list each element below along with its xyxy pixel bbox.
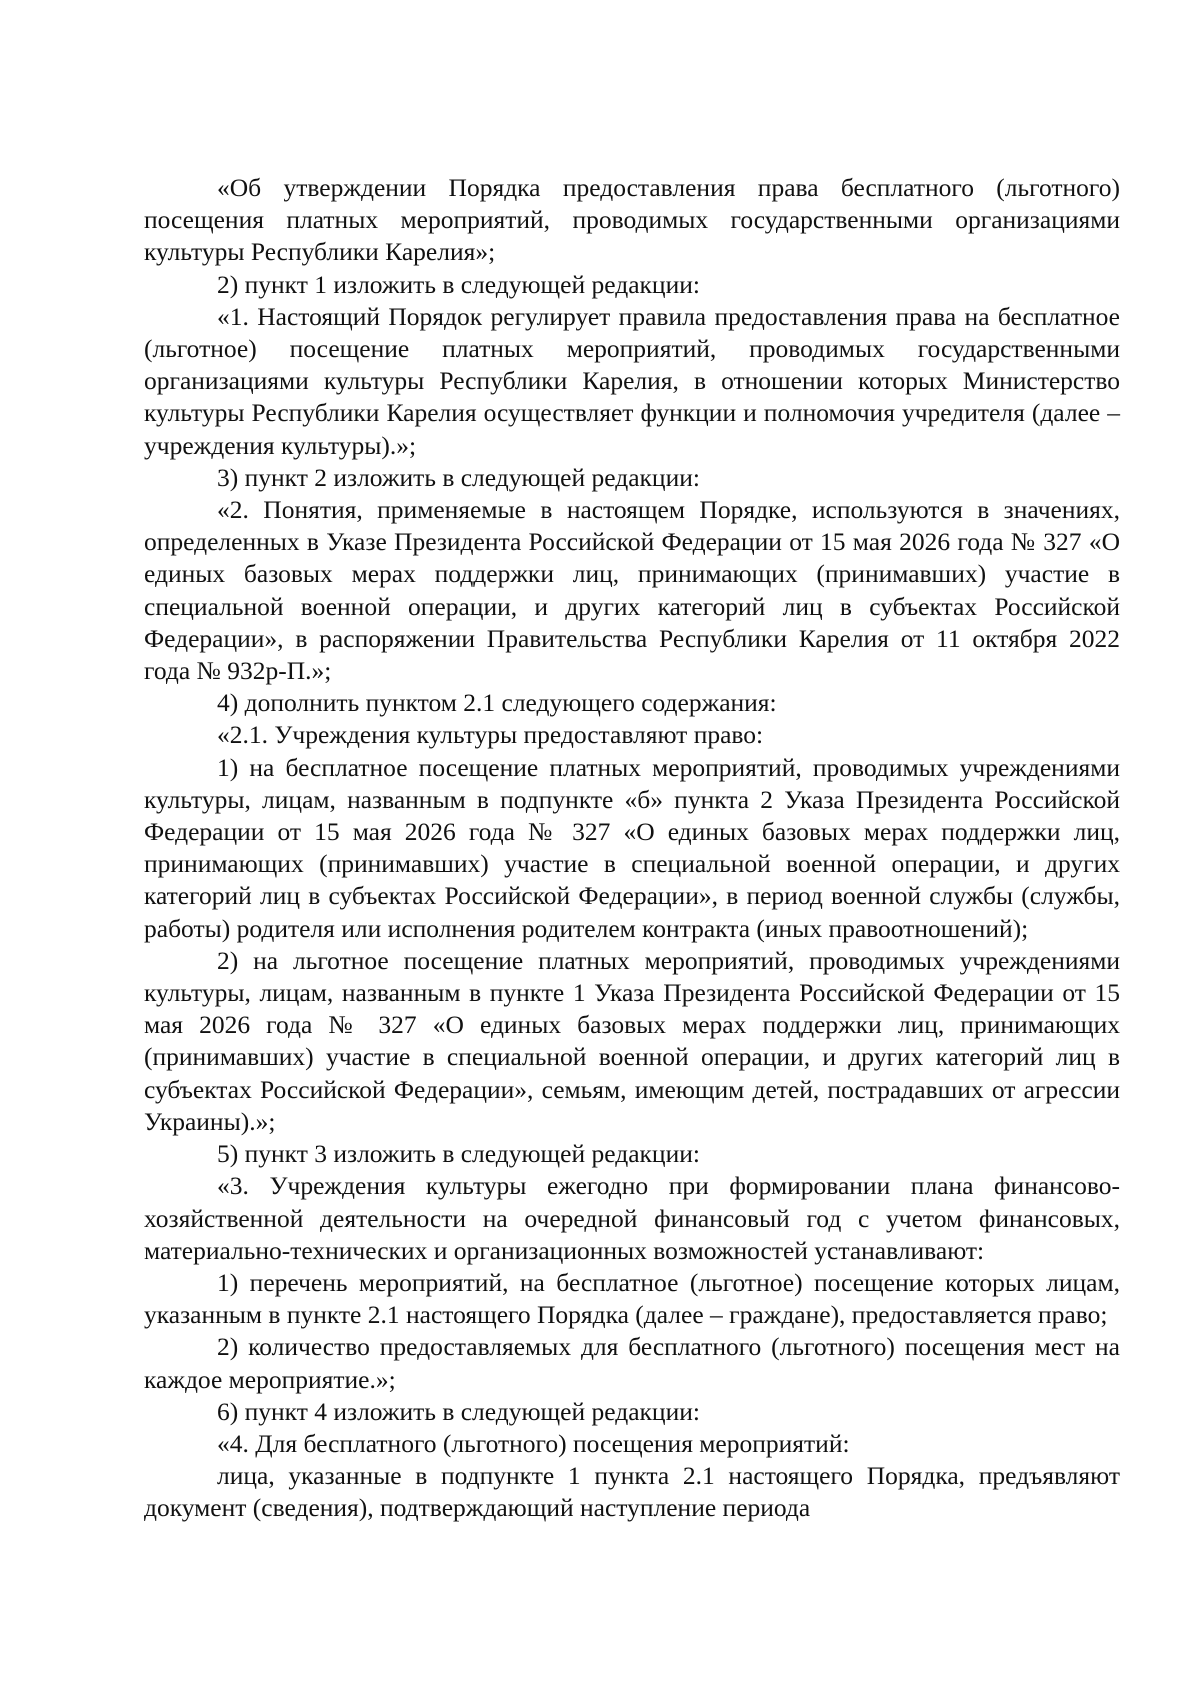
paragraph-item-3: 3) пункт 2 изложить в следующей редакции: bbox=[217, 462, 700, 492]
paragraph-clause-3: «3. Учреждения культуры ежегодно при формировании плана финансово-хозяйственной деятельности на очередной финансовый год с учетом финансовых, материально-технических и организационных возможностей устанавливают: bbox=[144, 1171, 1120, 1265]
paragraph-clause-1: «1. Настоящий Порядок регулирует правила предоставления права на бесплатное (льготное) посещение платных мероприятий, проводимых государственными организациями культуры Республики Карелия, в отношении которых Министерство культуры Республики Карелия осуществляет функции и полномочия учредителя (далее – учреждения культуры).»; bbox=[144, 301, 1120, 460]
paragraph-clause-4-persons: лица, указанные в подпункте 1 пункта 2.1 настоящего Порядка, предъявляют документ (сведения), подтверждающий наступление периода bbox=[144, 1461, 1120, 1523]
paragraph-item-2: 2) пункт 1 изложить в следующей редакции: bbox=[217, 269, 700, 299]
paragraph-clause-2: «2. Понятия, применяемые в настоящем Порядке, используются в значениях, определенных в Указе Президента Российской Федерации от 15 мая 2026 года № 327 «О единых базовых мерах поддержки лиц, принимающих (принимавших) участие в специальной военной операции, и других категорий лиц в субъектах Российской Федерации», в распоряжении Правительства Республики Карелия от 11 октября 2022 года № 932р-П.»; bbox=[144, 495, 1120, 686]
paragraph-clause-3-sub-2: 2) количество предоставляемых для бесплатного (льготного) посещения мест на каждое мероприятие.»; bbox=[144, 1332, 1120, 1394]
document-body bbox=[144, 172, 1120, 1525]
paragraph-item-6: 6) пункт 4 изложить в следующей редакции: bbox=[217, 1396, 700, 1426]
paragraph-subclause-2: 2) на льготное посещение платных мероприятий, проводимых учреждениями культуры, лицам, названным в пункте 1 Указа Президента Российской Федерации от 15 мая 2026 года № 327 «О единых базовых мерах поддержки лиц, принимающих (принимавших) участие в специальной военной операции, и других категорий лиц в субъектах Российской Федерации», семьям, имеющим детей, пострадавших от агрессии Украины).»; bbox=[144, 945, 1120, 1136]
paragraph-item-5: 5) пункт 3 изложить в следующей редакции: bbox=[217, 1139, 700, 1169]
paragraph-item-4: 4) дополнить пунктом 2.1 следующего содержания: bbox=[217, 688, 777, 718]
paragraph-clause-4: «4. Для бесплатного (льготного) посещения мероприятий: bbox=[217, 1428, 850, 1458]
paragraph-clause-2-1: «2.1. Учреждения культуры предоставляют право: bbox=[217, 720, 764, 750]
paragraph-subclause-1: 1) на бесплатное посещение платных мероприятий, проводимых учреждениями культуры, лицам, названным в подпункте «б» пункта 2 Указа Президента Российской Федерации от 15 мая 2026 года № 327 «О единых базовых мерах поддержки лиц, принимающих (принимавших) участие в специальной военной операции, и других категорий лиц в субъектах Российской Федерации», в период военной службы (службы, работы) родителя или исполнения родителем контракта (иных правоотношений); bbox=[144, 752, 1120, 943]
paragraph-clause-3-sub-1: 1) перечень мероприятий, на бесплатное (льготное) посещение которых лицам, указанным в пункте 2.1 настоящего Порядка (далее – граждане), предоставляется право; bbox=[144, 1267, 1120, 1330]
paragraph-title-continuation: «Об утверждении Порядка предоставления права бесплатного (льготного) посещения платных мероприятий, проводимых государственными организациями культуры Республики Карелия»; bbox=[144, 173, 1120, 267]
